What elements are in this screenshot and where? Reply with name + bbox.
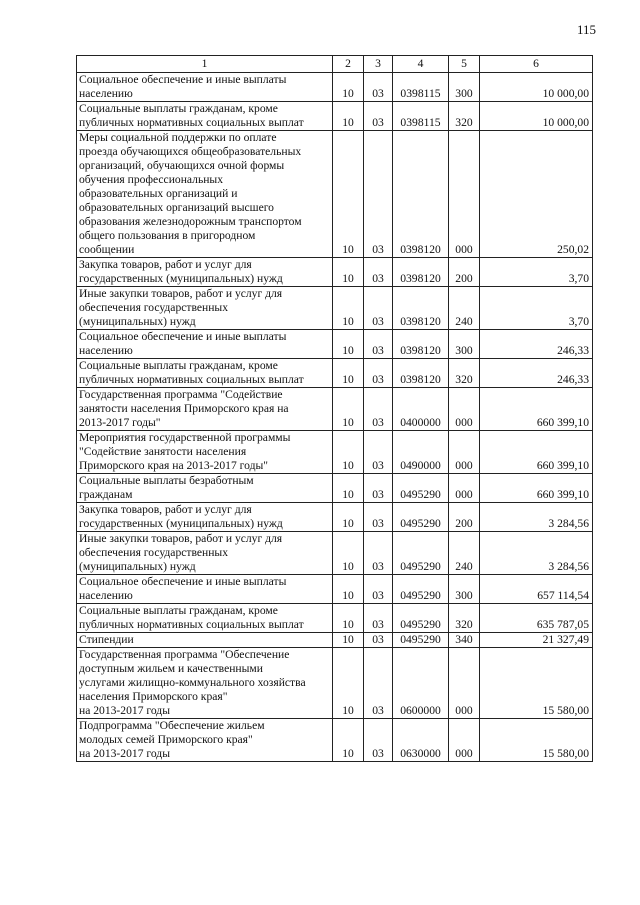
row-vr: 300 [449, 575, 480, 604]
row-name: Иные закупки товаров, работ и услуг для обеспечения государственных (муниципальных) нужд [77, 287, 333, 330]
row-name: Иные закупки товаров, работ и услуг для обеспечения государственных (муниципальных) нужд [77, 532, 333, 575]
row-vr: 300 [449, 330, 480, 359]
row-csr: 0398120 [393, 258, 449, 287]
row-sum: 246,33 [480, 330, 593, 359]
header-csr-column: 4 [393, 56, 449, 73]
row-name: Социальное обеспечение и иные выплаты населению [77, 330, 333, 359]
row-sum: 660 399,10 [480, 388, 593, 431]
row-subsection: 03 [364, 532, 393, 575]
table-row [77, 388, 593, 431]
table-row [77, 633, 593, 648]
row-subsection: 03 [364, 431, 393, 474]
table-row [77, 474, 593, 503]
row-vr: 000 [449, 474, 480, 503]
table-header-row [77, 56, 593, 73]
row-sum: 660 399,10 [480, 474, 593, 503]
row-subsection: 03 [364, 359, 393, 388]
row-sum: 3 284,56 [480, 503, 593, 532]
row-section: 10 [333, 604, 364, 633]
row-subsection: 03 [364, 287, 393, 330]
row-name: Подпрограмма "Обеспечение жильем молодых семей Приморского края" на 2013-2017 годы [77, 719, 333, 762]
table-row [77, 575, 593, 604]
row-section: 10 [333, 131, 364, 258]
row-vr: 000 [449, 719, 480, 762]
row-subsection: 03 [364, 102, 393, 131]
row-vr: 000 [449, 431, 480, 474]
row-sum: 21 327,49 [480, 633, 593, 648]
row-csr: 0400000 [393, 388, 449, 431]
row-sum: 15 580,00 [480, 648, 593, 719]
row-name: Социальные выплаты гражданам, кроме публичных нормативных социальных выплат [77, 102, 333, 131]
row-csr: 0398115 [393, 102, 449, 131]
row-section: 10 [333, 359, 364, 388]
row-section: 10 [333, 102, 364, 131]
row-subsection: 03 [364, 474, 393, 503]
row-section: 10 [333, 474, 364, 503]
row-csr: 0495290 [393, 532, 449, 575]
header-name-column: 1 [77, 56, 333, 73]
row-name: Мероприятия государственной программы "Содействие занятости населения Приморского края на 2013-2017 годы" [77, 431, 333, 474]
table-row [77, 359, 593, 388]
row-sum: 3,70 [480, 258, 593, 287]
row-name: Государственная программа "Содействие занятости населения Приморского края на 2013-2017 годы" [77, 388, 333, 431]
table-row [77, 604, 593, 633]
row-name: Стипендии [77, 633, 333, 648]
budget-table [76, 55, 593, 762]
row-name: Социальные выплаты гражданам, кроме публичных нормативных социальных выплат [77, 359, 333, 388]
row-name: Меры социальной поддержки по оплате проезда обучающихся общеобразовательных организаций, обучающихся очной формы обучения профессиональных образовательных организаций и образовательных организаций высшего образования железнодорожным транспортом общего пользования в пригородном сообщении [77, 131, 333, 258]
header-subsection-column: 3 [364, 56, 393, 73]
row-name: Социальные выплаты безработным гражданам [77, 474, 333, 503]
row-sum: 3 284,56 [480, 532, 593, 575]
row-subsection: 03 [364, 131, 393, 258]
row-name: Государственная программа "Обеспечение доступным жильем и качественными услугами жилищно-коммунального хозяйства населения Приморского края" на 2013-2017 годы [77, 648, 333, 719]
row-vr: 000 [449, 388, 480, 431]
row-subsection: 03 [364, 503, 393, 532]
row-section: 10 [333, 287, 364, 330]
row-csr: 0398120 [393, 330, 449, 359]
row-csr: 0398115 [393, 73, 449, 102]
row-subsection: 03 [364, 330, 393, 359]
row-csr: 0495290 [393, 575, 449, 604]
table-row [77, 719, 593, 762]
row-vr: 320 [449, 102, 480, 131]
row-sum: 3,70 [480, 287, 593, 330]
row-vr: 000 [449, 648, 480, 719]
row-vr: 340 [449, 633, 480, 648]
row-subsection: 03 [364, 648, 393, 719]
row-csr: 0495290 [393, 474, 449, 503]
row-csr: 0398120 [393, 359, 449, 388]
row-section: 10 [333, 633, 364, 648]
row-csr: 0495290 [393, 503, 449, 532]
row-subsection: 03 [364, 258, 393, 287]
row-vr: 000 [449, 131, 480, 258]
table-row [77, 648, 593, 719]
row-section: 10 [333, 532, 364, 575]
table-row [77, 330, 593, 359]
row-csr: 0398120 [393, 131, 449, 258]
row-sum: 657 114,54 [480, 575, 593, 604]
row-section: 10 [333, 431, 364, 474]
row-vr: 200 [449, 503, 480, 532]
row-vr: 320 [449, 359, 480, 388]
row-section: 10 [333, 258, 364, 287]
row-name: Закупка товаров, работ и услуг для государственных (муниципальных) нужд [77, 258, 333, 287]
table-row [77, 503, 593, 532]
row-csr: 0490000 [393, 431, 449, 474]
table-row [77, 73, 593, 102]
row-section: 10 [333, 575, 364, 604]
row-sum: 250,02 [480, 131, 593, 258]
row-sum: 15 580,00 [480, 719, 593, 762]
table-row [77, 102, 593, 131]
table-row [77, 287, 593, 330]
row-csr: 0600000 [393, 648, 449, 719]
row-subsection: 03 [364, 604, 393, 633]
table-row [77, 431, 593, 474]
row-sum: 635 787,05 [480, 604, 593, 633]
row-sum: 660 399,10 [480, 431, 593, 474]
row-vr: 300 [449, 73, 480, 102]
header-sum-column: 6 [480, 56, 593, 73]
row-section: 10 [333, 330, 364, 359]
row-subsection: 03 [364, 719, 393, 762]
row-vr: 200 [449, 258, 480, 287]
row-subsection: 03 [364, 575, 393, 604]
row-name: Социальное обеспечение и иные выплаты населению [77, 73, 333, 102]
row-subsection: 03 [364, 388, 393, 431]
table-row [77, 258, 593, 287]
row-vr: 240 [449, 287, 480, 330]
row-csr: 0495290 [393, 633, 449, 648]
row-section: 10 [333, 648, 364, 719]
table-row [77, 131, 593, 258]
row-sum: 10 000,00 [480, 73, 593, 102]
row-name: Социальное обеспечение и иные выплаты населению [77, 575, 333, 604]
row-name: Закупка товаров, работ и услуг для государственных (муниципальных) нужд [77, 503, 333, 532]
row-vr: 320 [449, 604, 480, 633]
row-sum: 246,33 [480, 359, 593, 388]
row-section: 10 [333, 719, 364, 762]
row-subsection: 03 [364, 73, 393, 102]
header-vr-column: 5 [449, 56, 480, 73]
table-row [77, 532, 593, 575]
row-section: 10 [333, 388, 364, 431]
page-number: 115 [576, 22, 596, 37]
row-csr: 0630000 [393, 719, 449, 762]
row-csr: 0398120 [393, 287, 449, 330]
header-section-column: 2 [333, 56, 364, 73]
row-subsection: 03 [364, 633, 393, 648]
row-section: 10 [333, 73, 364, 102]
row-sum: 10 000,00 [480, 102, 593, 131]
row-vr: 240 [449, 532, 480, 575]
row-csr: 0495290 [393, 604, 449, 633]
row-section: 10 [333, 503, 364, 532]
row-name: Социальные выплаты гражданам, кроме публичных нормативных социальных выплат [77, 604, 333, 633]
